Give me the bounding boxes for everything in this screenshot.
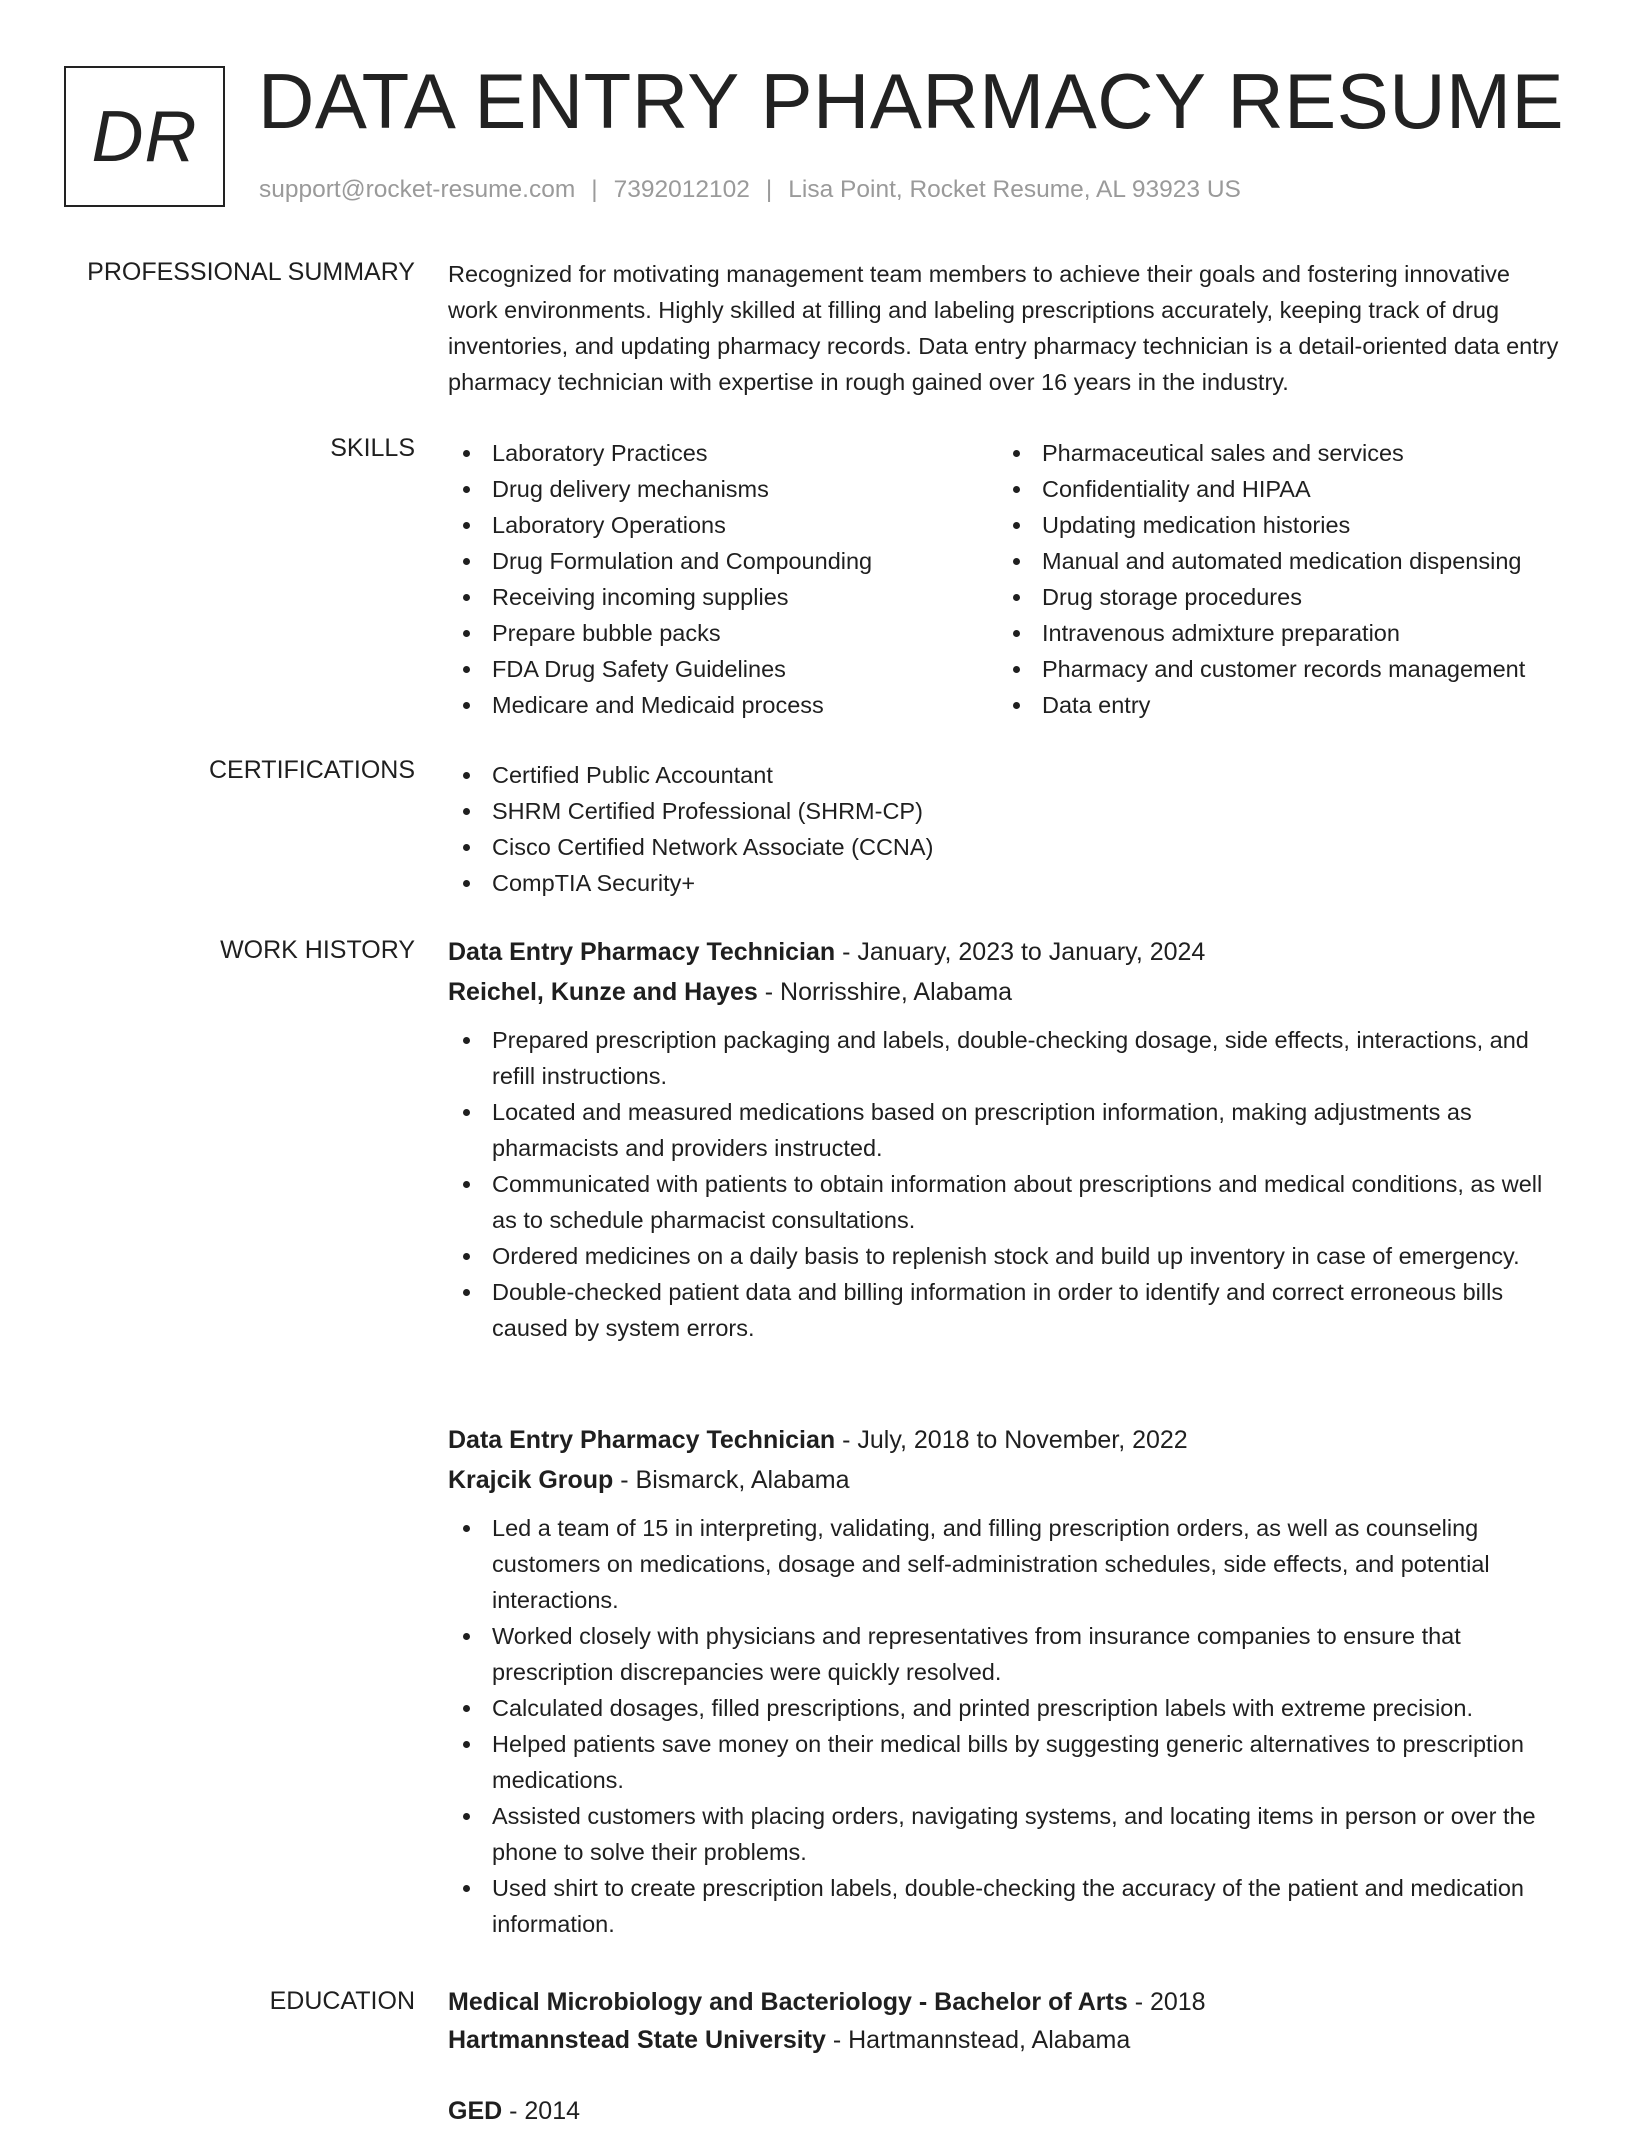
skill-item: Medicare and Medicaid process (448, 687, 998, 723)
job-bullet: Worked closely with physicians and representatives from insurance companies to ensure that prescription discrepancies were quickly resolved. (448, 1618, 1560, 1690)
contact-separator: | (765, 176, 773, 203)
job-entry (448, 932, 1560, 1346)
education-year: - 2018 (1127, 1988, 1206, 2016)
job-entry (448, 1420, 1560, 1942)
education-degree-line (448, 1983, 1560, 2021)
education-school: Hartmannstead State University (448, 2026, 826, 2054)
skill-item: Receiving incoming supplies (448, 579, 998, 615)
skill-item: Manual and automated medication dispensing (998, 543, 1558, 579)
job-bullets (448, 1510, 1560, 1942)
skill-item: FDA Drug Safety Guidelines (448, 651, 998, 687)
skill-item: Pharmaceutical sales and services (998, 435, 1558, 471)
job-bullet: Located and measured medications based on prescription information, making adjustments as pharmacists and providers instructed. (448, 1094, 1560, 1166)
skills-column-2 (998, 435, 1558, 723)
section-label-certifications: CERTIFICATIONS (208, 756, 415, 784)
job-company: Krajcik Group (448, 1466, 614, 1494)
skills-list (448, 435, 1560, 723)
skill-item: Drug storage procedures (998, 579, 1558, 615)
job-bullet: Led a team of 15 in interpreting, validating, and filling prescription orders, as well as counseling customers on medications, dosage and self-administration schedules, side effects, and potential interactions. (448, 1510, 1560, 1618)
education-entry (448, 1983, 1560, 2059)
skills-column-1 (448, 435, 998, 723)
job-title-line (448, 1420, 1560, 1460)
contact-phone: 7392012102 (613, 176, 750, 203)
education-location: - Hartmannstead, Alabama (825, 2026, 1131, 2054)
education-degree: GED (448, 2097, 503, 2125)
section-label-summary: PROFESSIONAL SUMMARY (87, 258, 415, 286)
certification-item: SHRM Certified Professional (SHRM-CP) (448, 793, 1560, 829)
skill-item: Laboratory Practices (448, 435, 998, 471)
skill-item: Pharmacy and customer records management (998, 651, 1558, 687)
contact-line (259, 176, 1241, 204)
job-location: - Norrisshire, Alabama (757, 978, 1013, 1006)
job-dates: - July, 2018 to November, 2022 (835, 1426, 1188, 1454)
job-bullet: Double-checked patient data and billing information in order to identify and correct erroneous bills caused by system errors. (448, 1274, 1560, 1346)
certification-item: Certified Public Accountant (448, 757, 1560, 793)
contact-email: support@rocket-resume.com (259, 176, 576, 203)
job-title-line (448, 932, 1560, 972)
job-bullet: Assisted customers with placing orders, navigating systems, and locating items in person or over the phone to solve their problems. (448, 1798, 1560, 1870)
contact-address: Lisa Point, Rocket Resume, AL 93923 US (788, 176, 1241, 203)
education-year: - 2014 (502, 2097, 581, 2125)
skill-item: Confidentiality and HIPAA (998, 471, 1558, 507)
monogram-logo (64, 66, 225, 207)
contact-separator: | (591, 176, 598, 203)
job-bullet: Ordered medicines on a daily basis to replenish stock and build up inventory in case of emergency. (448, 1238, 1560, 1274)
job-company-line (448, 1460, 1560, 1500)
resume-title: DATA ENTRY PHARMACY RESUME (258, 57, 1565, 145)
skill-item: Intravenous admixture preparation (998, 615, 1558, 651)
skill-item: Prepare bubble packs (448, 615, 998, 651)
section-label-work-history: WORK HISTORY (220, 936, 415, 964)
education-degree-line (448, 2092, 1560, 2130)
job-bullets (448, 1022, 1560, 1346)
certification-item: Cisco Certified Network Associate (CCNA) (448, 829, 1560, 865)
job-dates: - January, 2023 to January, 2024 (835, 938, 1206, 966)
job-title: Data Entry Pharmacy Technician (448, 1426, 836, 1454)
summary-text: Recognized for motivating management team members to achieve their goals and fostering innovative work environments. Highly skilled at filling and labeling prescriptions accurately, keeping track of drug inventories, and updating pharmacy records. Data entry pharmacy technician is a detail-oriented data entry pharmacy technician with expertise in rough gained over 16 years in the industry. (448, 261, 1559, 395)
job-bullet: Calculated dosages, filled prescriptions, and printed prescription labels with extreme precision. (448, 1690, 1560, 1726)
job-bullet: Communicated with patients to obtain information about prescriptions and medical conditions, as well as to schedule pharmacist consultations. (448, 1166, 1560, 1238)
skill-item: Laboratory Operations (448, 507, 998, 543)
job-company-line (448, 972, 1560, 1012)
education-entry (448, 2092, 1560, 2130)
skill-item: Data entry (998, 687, 1558, 723)
education-degree: Medical Microbiology and Bacteriology - Bachelor of Arts (448, 1988, 1128, 2016)
job-bullet: Helped patients save money on their medical bills by suggesting generic alternatives to prescription medications. (448, 1726, 1560, 1798)
job-title: Data Entry Pharmacy Technician (448, 938, 836, 966)
job-location: - Bismarck, Alabama (613, 1466, 850, 1494)
job-bullet: Used shirt to create prescription labels, double-checking the accuracy of the patient and medication information. (448, 1870, 1560, 1942)
job-bullet: Prepared prescription packaging and labels, double-checking dosage, side effects, interactions, and refill instructions. (448, 1022, 1560, 1094)
monogram-initials: DR (91, 96, 198, 177)
certification-item: CompTIA Security+ (448, 865, 1560, 901)
skill-item: Updating medication histories (998, 507, 1558, 543)
skill-item: Drug delivery mechanisms (448, 471, 998, 507)
job-company: Reichel, Kunze and Hayes (448, 978, 758, 1006)
section-label-skills: SKILLS (330, 434, 415, 462)
section-label-education: EDUCATION (269, 1987, 415, 2015)
certifications-list (448, 757, 1560, 901)
education-school-line (448, 2021, 1560, 2059)
skill-item: Drug Formulation and Compounding (448, 543, 998, 579)
